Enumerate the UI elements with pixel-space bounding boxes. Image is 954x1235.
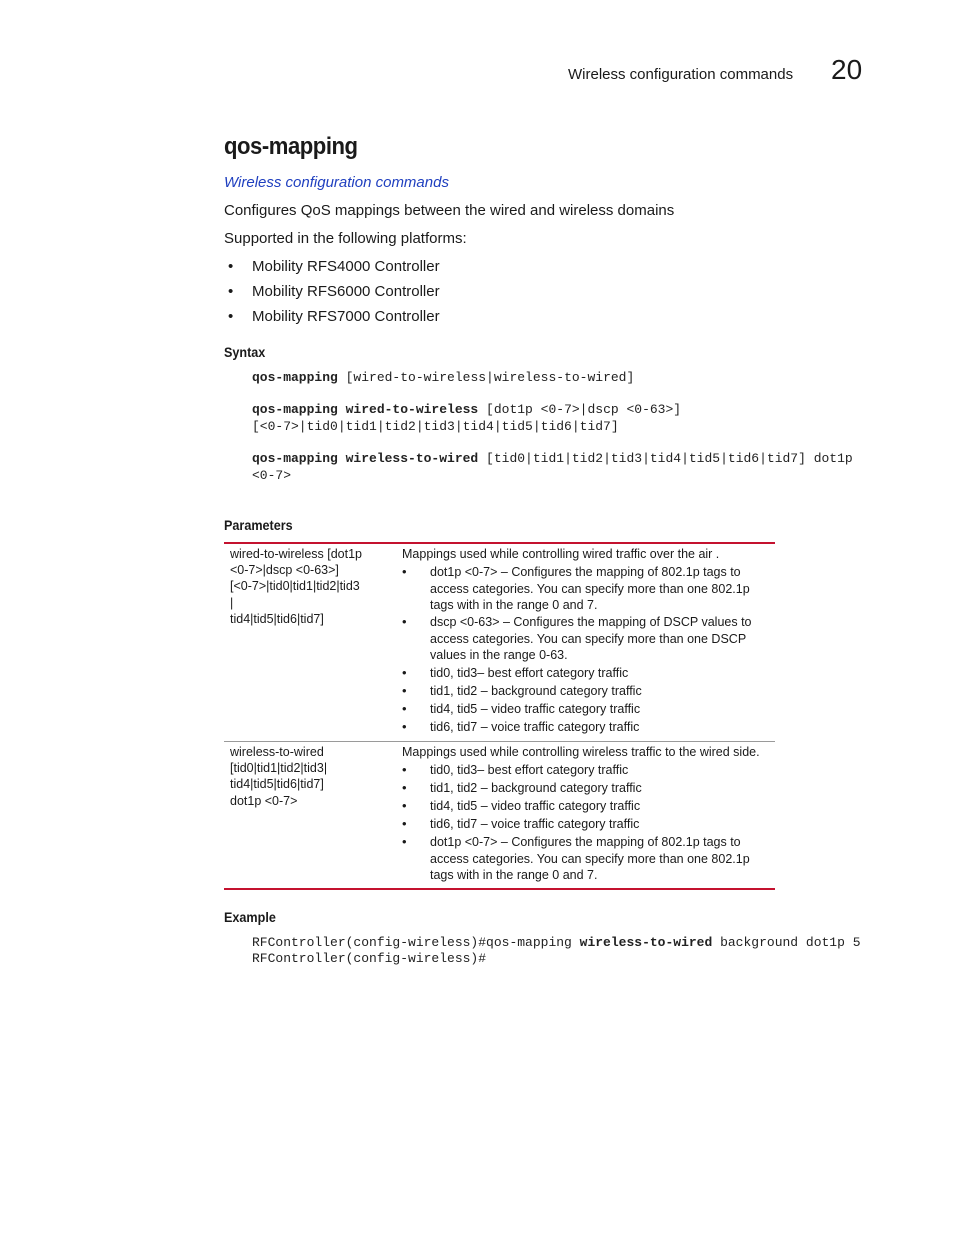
list-item: • tid1, tid2 – background category traffic	[402, 780, 642, 795]
list-item: • tid6, tid7 – voice traffic category traffic	[402, 816, 640, 831]
platforms-intro: Supported in the following platforms:	[224, 230, 467, 247]
list-item: • tid0, tid3– best effort category traffic	[402, 665, 629, 680]
param-description: Mappings used while controlling wireless traffic to the wired side.	[402, 745, 760, 759]
syntax-line: qos-mapping wireless-to-wired [tid0|tid1|tid2|tid3|tid4|tid5|tid6|tid7] dot1p	[252, 451, 853, 466]
param-name: wired-to-wireless [dot1p <0-7>|dscp <0-63>] [<0-7>|tid0|tid1|tid2|tid3 | tid4|tid5|tid6|tid7]	[230, 547, 362, 626]
example-line: RFController(config-wireless)#qos-mapping wireless-to-wired background dot1p 5	[252, 935, 861, 950]
list-item: • tid6, tid7 – voice traffic category traffic	[402, 719, 640, 734]
example-heading: Example	[224, 909, 276, 925]
list-item: • tid0, tid3– best effort category traffic	[402, 762, 629, 777]
table-bottom-rule	[224, 888, 775, 890]
param-name: wireless-to-wired [tid0|tid1|tid2|tid3| tid4|tid5|tid6|tid7] dot1p <0-7>	[230, 745, 328, 808]
table-row-divider	[224, 741, 775, 742]
syntax-line: <0-7>	[252, 468, 292, 483]
list-item: • Mobility RFS4000 Controller	[228, 258, 440, 275]
list-item: • Mobility RFS6000 Controller	[228, 283, 440, 300]
list-item: • tid4, tid5 – video traffic category traffic	[402, 798, 641, 813]
list-item: • tid1, tid2 – background category traffic	[402, 683, 642, 698]
syntax-line: [<0-7>|tid0|tid1|tid2|tid3|tid4|tid5|tid6|tid7]	[252, 419, 619, 434]
list-item: • tid4, tid5 – video traffic category traffic	[402, 701, 641, 716]
list-item: • dscp <0-63> – Configures the mapping of DSCP values to access categories. You can specify more than one DSCP values in the range 0-63.	[402, 614, 752, 662]
description: Configures QoS mappings between the wired and wireless domains	[224, 202, 675, 219]
chapter-number: 20	[831, 54, 863, 85]
list-item: • Mobility RFS7000 Controller	[228, 308, 440, 325]
list-item: • dot1p <0-7> – Configures the mapping of 802.1p tags to access categories. You can specify more than one 802.1p tags with in the range 0 and 7.	[402, 834, 750, 882]
syntax-line: qos-mapping wired-to-wireless [dot1p <0-7>|dscp <0-63>]	[252, 402, 682, 417]
list-item: • dot1p <0-7> – Configures the mapping of 802.1p tags to access categories. You can specify more than one 802.1p tags with in the range 0 and 7.	[402, 564, 750, 612]
table-top-rule	[224, 542, 775, 544]
breadcrumb-link[interactable]: Wireless configuration commands	[224, 174, 449, 191]
example-line: RFController(config-wireless)#	[252, 951, 487, 966]
parameters-heading: Parameters	[224, 517, 293, 533]
param-description: Mappings used while controlling wired traffic over the air .	[402, 547, 720, 561]
syntax-line: qos-mapping [wired-to-wireless|wireless-to-wired]	[252, 370, 635, 385]
syntax-heading: Syntax	[224, 344, 266, 360]
page-title: qos-mapping	[224, 133, 358, 160]
running-header-title: Wireless configuration commands	[568, 66, 794, 83]
